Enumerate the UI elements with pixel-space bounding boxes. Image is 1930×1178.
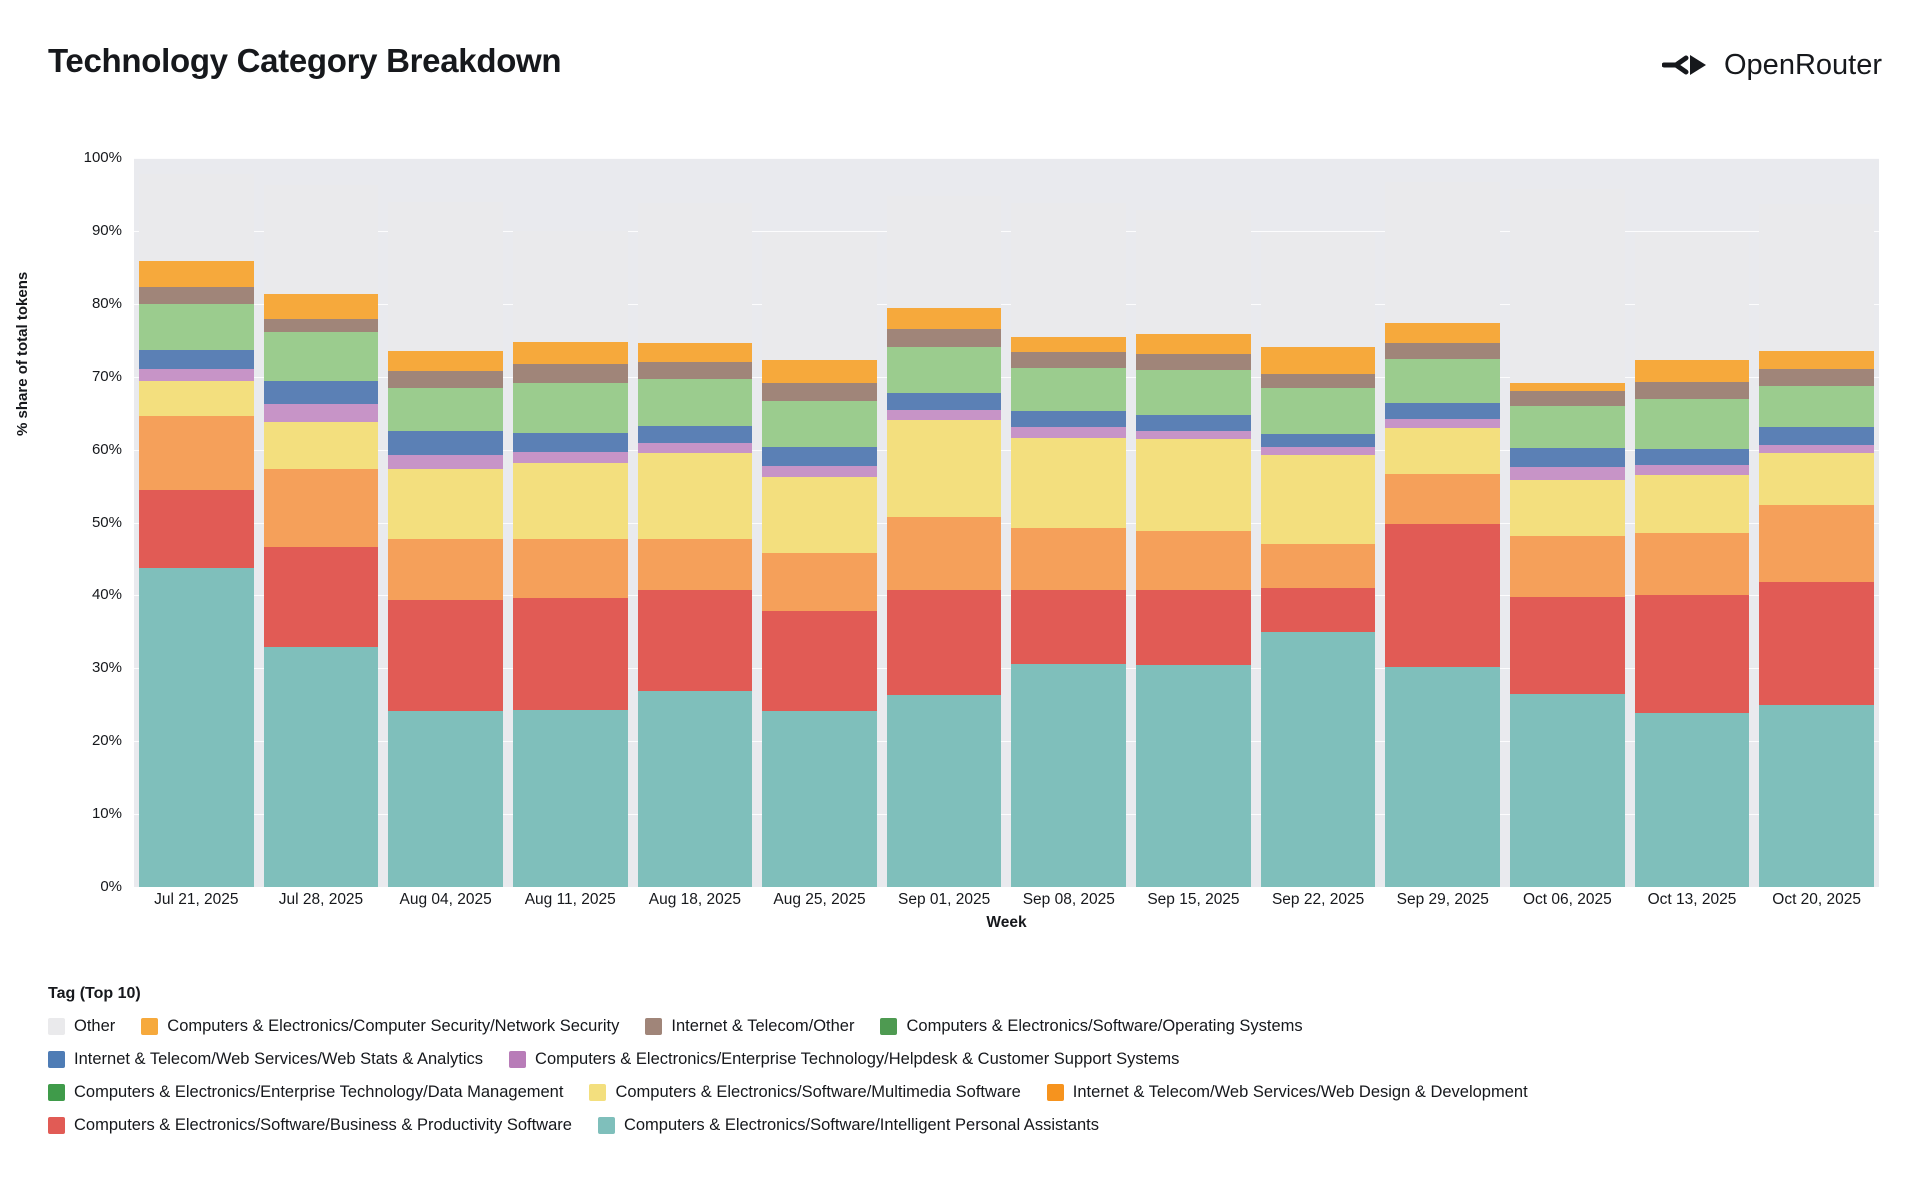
- bar-segment[interactable]: [762, 383, 877, 401]
- bar-segment[interactable]: [388, 351, 503, 371]
- y-axis-label: % share of total tokens: [14, 271, 31, 436]
- legend-row: [48, 1083, 1908, 1102]
- bar-segment[interactable]: [1261, 232, 1376, 346]
- bar-segment[interactable]: [388, 539, 503, 600]
- plot-region: [83, 149, 1879, 910]
- bar-segment[interactable]: [1261, 374, 1376, 389]
- bar-column[interactable]: [1630, 158, 1755, 887]
- bar-segment[interactable]: [388, 371, 503, 388]
- bar-segment[interactable]: [139, 174, 254, 261]
- bar-segment[interactable]: [388, 469, 503, 539]
- bar-segment[interactable]: [1759, 445, 1874, 454]
- legend-swatch: [48, 1018, 65, 1035]
- bar-segment[interactable]: [388, 600, 503, 712]
- bar-segment[interactable]: [1011, 352, 1126, 368]
- bar-segment[interactable]: [264, 422, 379, 469]
- y-axis-tick-label: 90%: [91, 221, 122, 239]
- x-axis-tick-label: Oct 06, 2025: [1522, 891, 1612, 908]
- plot-background: [134, 158, 1879, 887]
- bar-segment[interactable]: [1011, 438, 1126, 528]
- legend-item-label: Computers & Electronics/Software/Intelligent Personal Assistants: [623, 1116, 1100, 1134]
- bar-segment[interactable]: [638, 426, 753, 443]
- bar-segment[interactable]: [1635, 465, 1750, 475]
- bar-segment[interactable]: [264, 319, 379, 331]
- bar-column[interactable]: [757, 158, 882, 887]
- legend-swatch: [509, 1051, 526, 1068]
- y-axis-tick-label: 20%: [91, 732, 122, 750]
- bar-segment[interactable]: [1136, 354, 1251, 370]
- legend-item[interactable]: [645, 1017, 854, 1036]
- x-axis-tick-label: Aug 04, 2025: [399, 891, 492, 908]
- bar-segment[interactable]: [887, 308, 1002, 329]
- bar-segment[interactable]: [139, 416, 254, 490]
- legend-swatch: [598, 1117, 615, 1134]
- bar-segment[interactable]: [1261, 455, 1376, 545]
- bar-stack[interactable]: [1759, 204, 1874, 887]
- bar-segment[interactable]: [513, 342, 628, 365]
- bar-segment[interactable]: [513, 383, 628, 433]
- bar-column[interactable]: [882, 158, 1007, 887]
- bar-segment[interactable]: [1136, 439, 1251, 530]
- legend-rows: [48, 1017, 1908, 1135]
- bar-column[interactable]: [508, 158, 633, 887]
- bar-segment[interactable]: [762, 401, 877, 448]
- bar-stack[interactable]: [139, 174, 254, 887]
- legend-item-label: Computers & Electronics/Software/Operating Systems: [906, 1017, 1303, 1035]
- chart-area: [0, 118, 1930, 931]
- y-axis-tick-label: 30%: [91, 659, 122, 677]
- legend-item[interactable]: [880, 1017, 1302, 1036]
- bar-segment[interactable]: [1261, 388, 1376, 434]
- legend-item[interactable]: [48, 1083, 563, 1102]
- bar-segment[interactable]: [1635, 449, 1750, 465]
- bar-column[interactable]: [259, 158, 384, 887]
- bar-stack[interactable]: [264, 185, 379, 887]
- legend-item-label: Other: [74, 1017, 116, 1035]
- bar-segment[interactable]: [1136, 415, 1251, 430]
- bar-segment[interactable]: [1635, 360, 1750, 382]
- bar-segment[interactable]: [887, 347, 1002, 393]
- bar-segment[interactable]: [264, 547, 379, 648]
- bar-column[interactable]: [1006, 158, 1131, 887]
- legend-swatch: [589, 1084, 606, 1101]
- bar-segment[interactable]: [1385, 403, 1500, 419]
- bar-segment[interactable]: [1510, 467, 1625, 480]
- bar-segment[interactable]: [388, 455, 503, 469]
- y-axis-tick-label: 60%: [91, 440, 122, 458]
- x-axis-tick-label: Sep 08, 2025: [1022, 891, 1115, 908]
- bar-segment[interactable]: [1011, 590, 1126, 664]
- legend-row: [48, 1017, 1908, 1036]
- bar-stack[interactable]: [513, 231, 628, 887]
- bar-segment[interactable]: [513, 364, 628, 383]
- bar-segment[interactable]: [1510, 406, 1625, 448]
- bar-segment[interactable]: [513, 463, 628, 539]
- bar-stack[interactable]: [762, 232, 877, 887]
- bar-segment[interactable]: [762, 477, 877, 553]
- bar-segment[interactable]: [264, 381, 379, 404]
- bar-segment[interactable]: [1510, 597, 1625, 694]
- bar-segment[interactable]: [1136, 210, 1251, 334]
- bar-segment[interactable]: [139, 369, 254, 381]
- bar-segment[interactable]: [139, 350, 254, 369]
- bar-segment[interactable]: [1759, 386, 1874, 428]
- bar-segment[interactable]: [1136, 665, 1251, 887]
- legend-item-label: Computers & Electronics/Enterprise Technology/Data Management: [74, 1083, 564, 1101]
- bar-column[interactable]: [1256, 158, 1381, 887]
- bar-segment[interactable]: [887, 420, 1002, 517]
- legend-item-label: Computers & Electronics/Computer Security/Network Security: [167, 1017, 620, 1035]
- bar-segment[interactable]: [1510, 448, 1625, 467]
- bar-segment[interactable]: [1635, 475, 1750, 533]
- x-axis-tick-label: Jul 28, 2025: [278, 891, 364, 908]
- bar-segment[interactable]: [638, 343, 753, 362]
- bar-segment[interactable]: [139, 381, 254, 416]
- bar-segment[interactable]: [139, 304, 254, 350]
- bar-segment[interactable]: [1635, 232, 1750, 360]
- bar-segment[interactable]: [762, 611, 877, 712]
- bar-segment[interactable]: [1136, 431, 1251, 440]
- bar-segment[interactable]: [638, 691, 753, 887]
- y-axis-tick-label: 70%: [91, 367, 122, 385]
- legend-row: [48, 1050, 1908, 1069]
- bar-segment[interactable]: [1136, 334, 1251, 354]
- bar-segment[interactable]: [264, 185, 379, 294]
- x-axis-label: Week: [986, 914, 1027, 931]
- x-axis-tick-label: Oct 20, 2025: [1772, 891, 1862, 908]
- legend-item[interactable]: [598, 1116, 1099, 1135]
- legend-item[interactable]: [48, 1116, 572, 1135]
- bar-segment[interactable]: [1385, 419, 1500, 428]
- bar-segment[interactable]: [264, 404, 379, 421]
- y-axis-tick-label: 10%: [91, 805, 122, 823]
- legend-row: [48, 1116, 1908, 1135]
- bar-segment[interactable]: [1510, 391, 1625, 406]
- bar-segment[interactable]: [139, 261, 254, 287]
- legend-item-label: Internet & Telecom/Web Services/Web Stats & Analytics: [74, 1050, 484, 1068]
- bar-segment[interactable]: [1011, 528, 1126, 590]
- x-axis-tick-label: Aug 18, 2025: [648, 891, 741, 908]
- bar-segment[interactable]: [1261, 447, 1376, 454]
- bar-segment[interactable]: [139, 568, 254, 887]
- legend-item[interactable]: [48, 1050, 483, 1069]
- bar-segment[interactable]: [388, 711, 503, 887]
- bar-segment[interactable]: [887, 393, 1002, 410]
- bar-segment[interactable]: [1385, 323, 1500, 343]
- x-axis-tick-label: Sep 15, 2025: [1147, 891, 1240, 908]
- bar-segment[interactable]: [887, 196, 1002, 308]
- bar-segment[interactable]: [388, 431, 503, 454]
- bar-segment[interactable]: [1759, 351, 1874, 370]
- legend-item[interactable]: [1047, 1083, 1528, 1102]
- x-axis-tick-label: Sep 01, 2025: [898, 891, 991, 908]
- bar-segment[interactable]: [638, 443, 753, 453]
- x-axis-tick-label: Sep 22, 2025: [1271, 891, 1365, 908]
- y-axis-tick-label: 50%: [91, 513, 122, 531]
- legend-item-label: Computers & Electronics/Enterprise Technology/Helpdesk & Customer Support Systems: [535, 1050, 1180, 1068]
- legend-item[interactable]: [589, 1083, 1020, 1102]
- bar-segment[interactable]: [1385, 182, 1500, 323]
- bar-segment[interactable]: [1635, 595, 1750, 713]
- bar-segment[interactable]: [1510, 480, 1625, 536]
- x-axis-tick-label: Jul 21, 2025: [154, 891, 239, 908]
- bar-segment[interactable]: [762, 466, 877, 477]
- bar-segment[interactable]: [1759, 705, 1874, 887]
- bar-segment[interactable]: [513, 598, 628, 710]
- bar-stack[interactable]: [388, 202, 503, 887]
- bar-segment[interactable]: [762, 447, 877, 466]
- bar-segment[interactable]: [638, 590, 753, 691]
- bar-segment[interactable]: [638, 203, 753, 343]
- bar-stack[interactable]: [1011, 203, 1126, 887]
- bar-segment[interactable]: [1011, 337, 1126, 352]
- bar-segment[interactable]: [1759, 369, 1874, 385]
- bar-segment[interactable]: [264, 647, 379, 887]
- bar-segment[interactable]: [513, 452, 628, 463]
- bar-segment[interactable]: [1510, 694, 1625, 887]
- bar-stack[interactable]: [1385, 182, 1500, 887]
- bar-column[interactable]: [1131, 158, 1256, 887]
- bar-stack[interactable]: [638, 203, 753, 887]
- bar-segment[interactable]: [1510, 536, 1625, 597]
- bar-segment[interactable]: [139, 287, 254, 304]
- bar-segment[interactable]: [1261, 588, 1376, 632]
- bar-column[interactable]: [633, 158, 758, 887]
- legend-swatch: [880, 1018, 897, 1035]
- brand: [1662, 48, 1882, 82]
- bar-segment[interactable]: [1011, 411, 1126, 427]
- page-header: [0, 0, 1930, 118]
- bar-segment[interactable]: [1385, 667, 1500, 887]
- bar-segment[interactable]: [1011, 664, 1126, 887]
- bar-segment[interactable]: [1261, 544, 1376, 588]
- bar-segment[interactable]: [388, 202, 503, 351]
- bar-segment[interactable]: [264, 294, 379, 320]
- bar-stack[interactable]: [1635, 232, 1750, 887]
- legend-item-label: Computers & Electronics/Software/Business & Productivity Software: [74, 1116, 572, 1134]
- legend-swatch: [1047, 1084, 1064, 1101]
- legend-swatch: [48, 1117, 65, 1134]
- y-axis-tick-label: 40%: [91, 586, 122, 604]
- bar-segment[interactable]: [1011, 427, 1126, 438]
- bar-segment[interactable]: [638, 362, 753, 379]
- brand-name: OpenRouter: [1724, 48, 1882, 81]
- y-axis-tick-label: 0%: [100, 878, 122, 895]
- bar-segment[interactable]: [638, 379, 753, 426]
- bar-segment[interactable]: [513, 539, 628, 599]
- bar-segment[interactable]: [1261, 347, 1376, 374]
- bar-segment[interactable]: [1385, 428, 1500, 473]
- bar-segment[interactable]: [1759, 505, 1874, 582]
- bar-segment[interactable]: [1510, 383, 1625, 392]
- legend-swatch: [645, 1018, 662, 1035]
- bar-segment[interactable]: [1136, 590, 1251, 665]
- y-axis-tick-label: 100%: [83, 149, 122, 166]
- bar-segment[interactable]: [1011, 368, 1126, 411]
- bar-column[interactable]: [1505, 158, 1630, 887]
- legend-item-label: Internet & Telecom/Web Services/Web Design & Development: [1072, 1083, 1528, 1101]
- x-axis-tick-label: Oct 13, 2025: [1647, 891, 1737, 908]
- bar-segment[interactable]: [139, 490, 254, 568]
- bar-column[interactable]: [1380, 158, 1505, 887]
- bar-segment[interactable]: [887, 695, 1002, 887]
- bar-segment[interactable]: [1635, 399, 1750, 449]
- bar-segment[interactable]: [1385, 524, 1500, 667]
- x-axis-tick-label: Sep 29, 2025: [1396, 891, 1489, 908]
- bar-segment[interactable]: [1385, 474, 1500, 524]
- legend-swatch: [141, 1018, 158, 1035]
- bar-column[interactable]: [383, 158, 508, 887]
- bar-segment[interactable]: [638, 539, 753, 590]
- bar-segment[interactable]: [887, 590, 1002, 694]
- bar-segment[interactable]: [1261, 632, 1376, 887]
- bar-segment[interactable]: [762, 232, 877, 360]
- bar-segment[interactable]: [264, 469, 379, 546]
- bar-segment[interactable]: [762, 711, 877, 887]
- bar-segment[interactable]: [264, 332, 379, 382]
- y-axis-tick-label: 80%: [91, 294, 122, 312]
- bar-segment[interactable]: [887, 410, 1002, 420]
- legend-item-label: Computers & Electronics/Software/Multimedia Software: [615, 1083, 1021, 1101]
- bar-segment[interactable]: [1635, 382, 1750, 399]
- bar-segment[interactable]: [1011, 203, 1126, 337]
- bar-segment[interactable]: [1385, 359, 1500, 403]
- bar-segment[interactable]: [1759, 582, 1874, 705]
- bar-segment[interactable]: [513, 433, 628, 452]
- legend-swatch: [48, 1051, 65, 1068]
- x-axis-tick-label: Aug 25, 2025: [773, 891, 866, 908]
- bar-segment[interactable]: [513, 710, 628, 887]
- bar-segment[interactable]: [1136, 531, 1251, 590]
- bar-segment[interactable]: [388, 388, 503, 431]
- bar-segment[interactable]: [1136, 370, 1251, 415]
- bar-segment[interactable]: [887, 517, 1002, 590]
- bar-segment[interactable]: [1635, 713, 1750, 887]
- bar-stack[interactable]: [1261, 232, 1376, 887]
- bar-segment[interactable]: [1635, 533, 1750, 595]
- bar-segment[interactable]: [1759, 204, 1874, 351]
- legend-item-label: Internet & Telecom/Other: [671, 1017, 855, 1035]
- bar-segment[interactable]: [1759, 427, 1874, 444]
- legend: [48, 985, 1908, 1135]
- bar-segment[interactable]: [1510, 189, 1625, 382]
- bar-stack[interactable]: [1510, 189, 1625, 887]
- bar-segment[interactable]: [1261, 434, 1376, 447]
- page-title: Technology Category Breakdown: [48, 42, 562, 79]
- bar-column[interactable]: [134, 158, 259, 887]
- legend-item[interactable]: [141, 1017, 619, 1036]
- bar-segment[interactable]: [513, 231, 628, 342]
- x-axis-ticks: [134, 891, 1879, 909]
- bar-segment[interactable]: [887, 329, 1002, 346]
- legend-item[interactable]: [48, 1017, 115, 1036]
- openrouter-logo-icon: [1662, 48, 1708, 82]
- legend-item[interactable]: [509, 1050, 1179, 1069]
- x-axis-tick-label: Aug 11, 2025: [524, 891, 616, 908]
- bar-segment[interactable]: [1759, 453, 1874, 505]
- bar-series-container: [134, 158, 1879, 887]
- legend-title: Tag (Top 10): [48, 985, 141, 1002]
- bar-segment[interactable]: [638, 453, 753, 539]
- bar-stack[interactable]: [1136, 210, 1251, 887]
- bar-segment[interactable]: [762, 553, 877, 611]
- bar-segment[interactable]: [762, 360, 877, 383]
- bar-column[interactable]: [1754, 158, 1879, 887]
- legend-swatch: [48, 1084, 65, 1101]
- bar-stack[interactable]: [887, 196, 1002, 887]
- bar-segment[interactable]: [1385, 343, 1500, 358]
